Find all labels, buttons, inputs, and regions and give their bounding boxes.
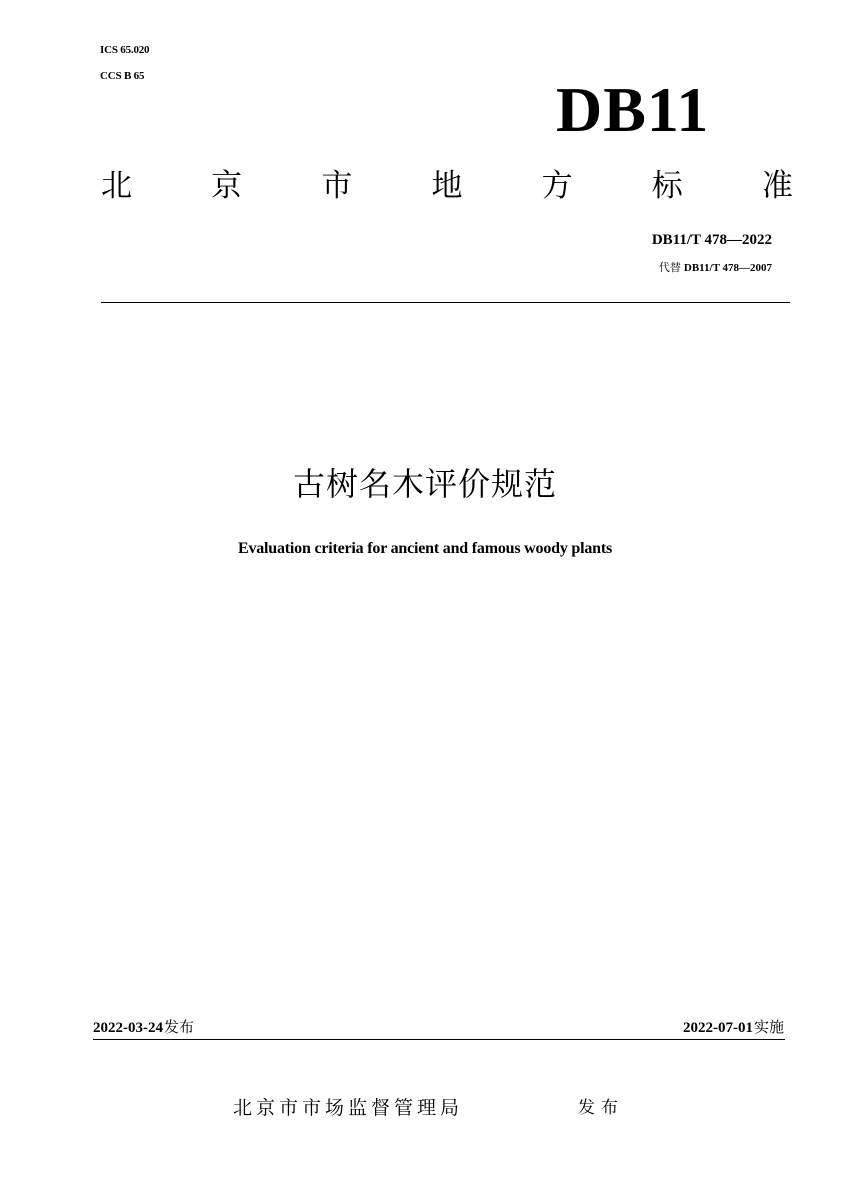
db11-logo: DB11 (556, 74, 710, 145)
heading-char: 市 (321, 168, 353, 204)
ics-code: ICS 65.020 (100, 44, 150, 56)
header-divider (101, 302, 790, 303)
heading-char: 方 (541, 168, 573, 204)
issue-date-line (93, 1016, 194, 1039)
implementation-suffix: 实施 (753, 1018, 784, 1036)
local-standard-heading (101, 166, 793, 206)
standard-number: DB11/T 478—2022 (651, 232, 772, 248)
heading-char: 标 (651, 168, 683, 204)
title-chinese: 古树名木评价规范 (292, 465, 557, 503)
footer-divider (93, 1039, 785, 1040)
publish-verb: 发布 (578, 1098, 624, 1118)
replaces-line (659, 260, 772, 276)
ccs-code: CCS B 65 (100, 70, 145, 82)
implementation-date-line (683, 1016, 784, 1039)
heading-char: 北 (101, 168, 132, 204)
replaces-number: DB11/T 478—2007 (683, 262, 772, 274)
issue-date: 2022-03-24 (93, 1020, 163, 1036)
issue-suffix: 发布 (164, 1018, 195, 1036)
title-english: Evaluation criteria for ancient and famous woody plants (237, 540, 613, 557)
implementation-date: 2022-07-01 (682, 1020, 753, 1036)
publisher-name: 北京市市场监督管理局 (233, 1097, 464, 1119)
replaces-label: 代替 (658, 261, 681, 274)
heading-char: 地 (431, 168, 463, 204)
heading-char: 京 (211, 168, 243, 204)
heading-char: 准 (761, 168, 793, 204)
